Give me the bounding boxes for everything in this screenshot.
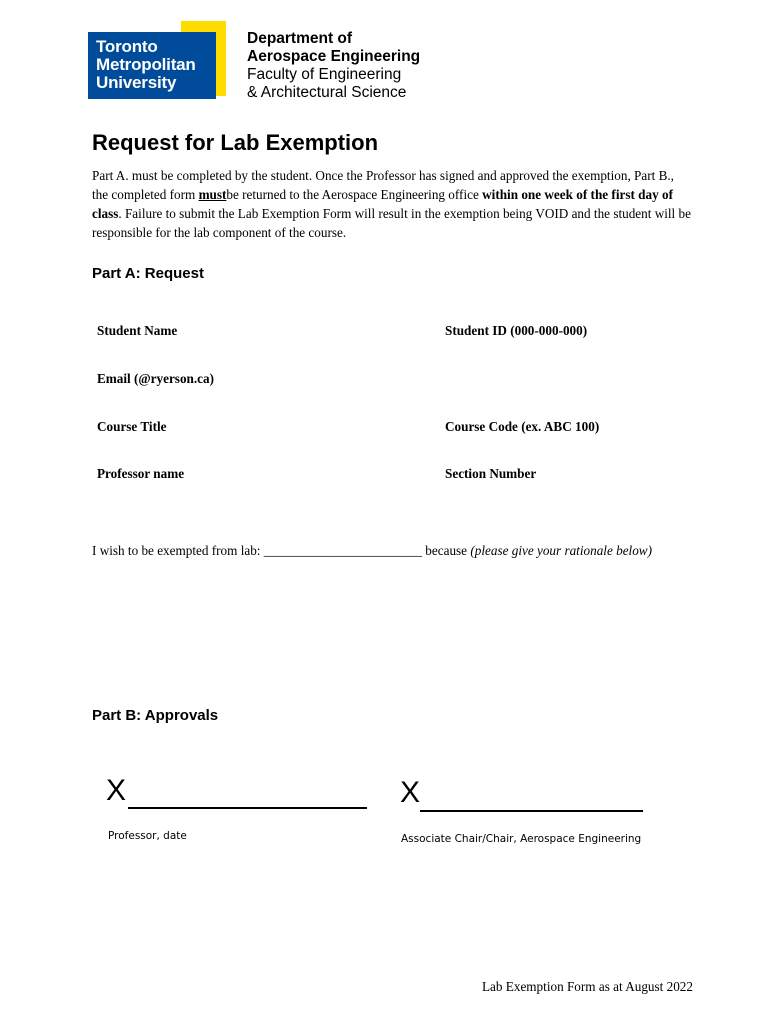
chair-signature-mark: X	[400, 776, 421, 809]
intro-paragraph	[92, 166, 692, 242]
course-code-field[interactable]: Course Code (ex. ABC 100)	[445, 419, 600, 434]
professor-name-field[interactable]: Professor name	[97, 466, 185, 481]
chair-signature-line[interactable]	[420, 810, 643, 812]
exemption-rationale-hint: (please give your rationale below)	[470, 543, 652, 558]
part-b-heading: Part B: Approvals	[92, 707, 219, 724]
department-line-2: Aerospace Engineering	[247, 48, 421, 65]
logo-line-1: Toronto	[96, 37, 158, 56]
intro-deadline: within one week of the first day of class	[92, 187, 673, 221]
professor-signature-label: Professor, date	[108, 830, 187, 842]
intro-text-3: . Failure to submit the Lab Exemption Form will result in the exemption being VOID and the student will be responsible for the lab component of the course.	[92, 206, 691, 240]
section-number-field[interactable]: Section Number	[445, 466, 537, 481]
exemption-text: I wish to be exempted from lab: ________________________ because	[92, 543, 471, 558]
part-a-heading: Part A: Request	[92, 265, 204, 282]
logo-line-3: University	[96, 73, 177, 92]
professor-signature-line[interactable]	[128, 807, 367, 809]
student-id-field[interactable]: Student ID (000-000-000)	[445, 323, 588, 338]
course-title-field[interactable]: Course Title	[97, 419, 167, 434]
email-field[interactable]: Email (@ryerson.ca)	[97, 371, 215, 386]
footer-note: Lab Exemption Form as at August 2022	[482, 979, 693, 994]
chair-signature-label: Associate Chair/Chair, Aerospace Engineering	[401, 833, 642, 845]
page-title: Request for Lab Exemption	[92, 130, 379, 155]
logo-line-2: Metropolitan	[96, 55, 196, 74]
intro-text-2: be returned to the Aerospace Engineering office	[226, 187, 483, 202]
exemption-statement[interactable]	[92, 543, 652, 559]
student-name-field[interactable]: Student Name	[97, 323, 178, 338]
faculty-line-1: Faculty of Engineering	[247, 66, 402, 83]
intro-text-1: Part A. must be completed by the student. Once the Professor has signed and approved the exemption, Part B., the completed form	[92, 168, 674, 202]
intro-must: must	[198, 187, 227, 202]
university-logo	[88, 32, 216, 99]
faculty-line-2: & Architectural Science	[247, 84, 407, 101]
department-line-1: Department of	[247, 30, 353, 47]
professor-signature-mark: X	[106, 774, 127, 807]
